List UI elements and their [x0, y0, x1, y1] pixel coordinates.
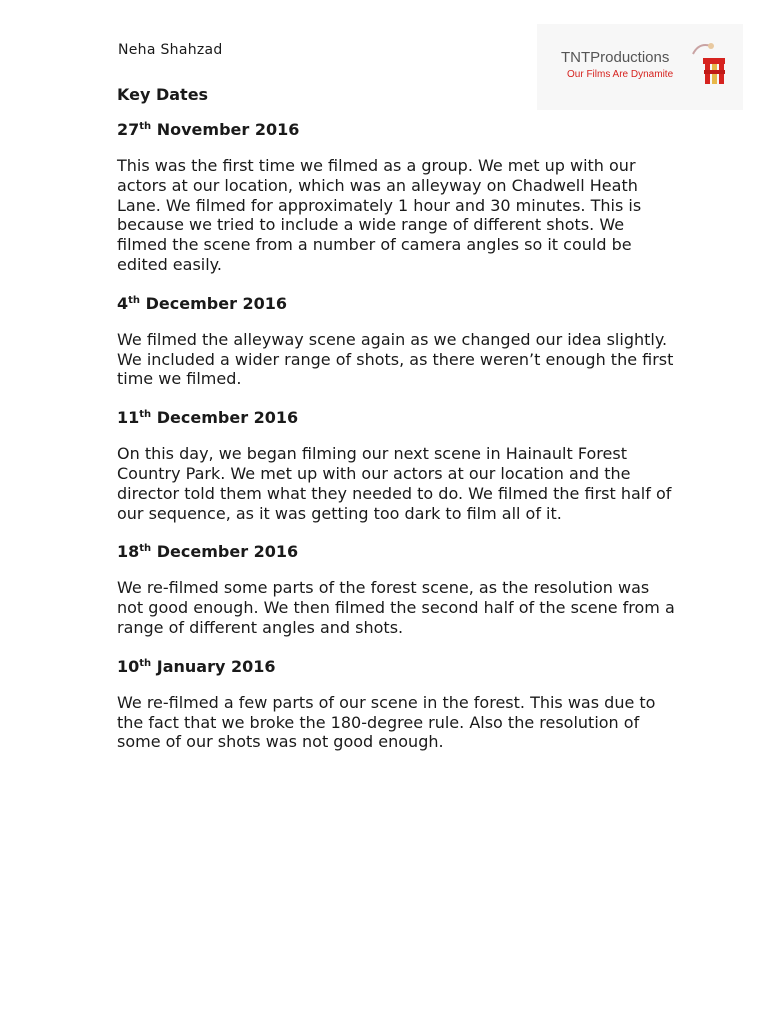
logo-name: TNTProductions [561, 49, 670, 66]
entry-day-suffix: th [139, 121, 152, 132]
document-body [117, 85, 677, 771]
entry-day-suffix: th [139, 657, 152, 669]
entry-day-suffix: th [139, 543, 152, 555]
entry-day: 27 [117, 120, 140, 139]
entry-day: 18 [117, 542, 140, 562]
entry-date [117, 294, 677, 314]
entry-day-suffix: th [139, 409, 152, 421]
dynamite-icon [685, 40, 729, 88]
entry-paragraph: We filmed the alleyway scene again as we changed our idea slightly. We included a wider range of shots, as there weren’t enough the first time we filmed. [117, 329, 674, 389]
entry-paragraph: We re-filmed some parts of the forest scene, as the resolution was not good enough. We then filmed the second half of the scene from a range of different angles and shots. [117, 578, 675, 637]
entry-day: 11 [117, 408, 140, 428]
entry-month-year: January 2016 [151, 656, 276, 676]
entry-day-suffix: th [128, 294, 141, 306]
page-title: Key Dates [117, 85, 209, 104]
entry-month-year: December 2016 [151, 408, 299, 428]
entry-month-year: December 2016 [151, 542, 299, 562]
entries-list [117, 120, 677, 752]
entry-day: 10 [117, 656, 140, 676]
logo-tagline: Our Films Are Dynamite [567, 69, 674, 80]
entry-paragraph: We re-filmed a few parts of our scene in the forest. This was due to the fact that we broke the 180-degree rule. Also the resolution of some of our shots was not good enough. [117, 692, 656, 752]
entry-month-year: November 2016 [151, 120, 300, 139]
entry-date [117, 542, 677, 562]
entry-paragraph: On this day, we began filming our next scene in Hainault Forest Country Park. We met up with our actors at our location and the director told them what they needed to do. We filmed the first half of our sequence, as it was getting too dark to film all of it. [117, 444, 672, 523]
entry-paragraph: This was the first time we filmed as a group. We met up with our actors at our location, which was an alleyway on Chadwell Heath Lane. We filmed for approximately 1 hour and 30 minutes. This is because we tried to include a wide range of different shots. We filmed the scene from a number of camera angles so it could be edited easily. [117, 156, 642, 274]
entry-month-year: December 2016 [140, 293, 288, 313]
entry-date [117, 408, 677, 428]
author-name: Neha Shahzad [118, 42, 223, 58]
entry-date [117, 657, 677, 677]
entry-day: 4 [117, 293, 129, 313]
entry-date [117, 120, 677, 140]
